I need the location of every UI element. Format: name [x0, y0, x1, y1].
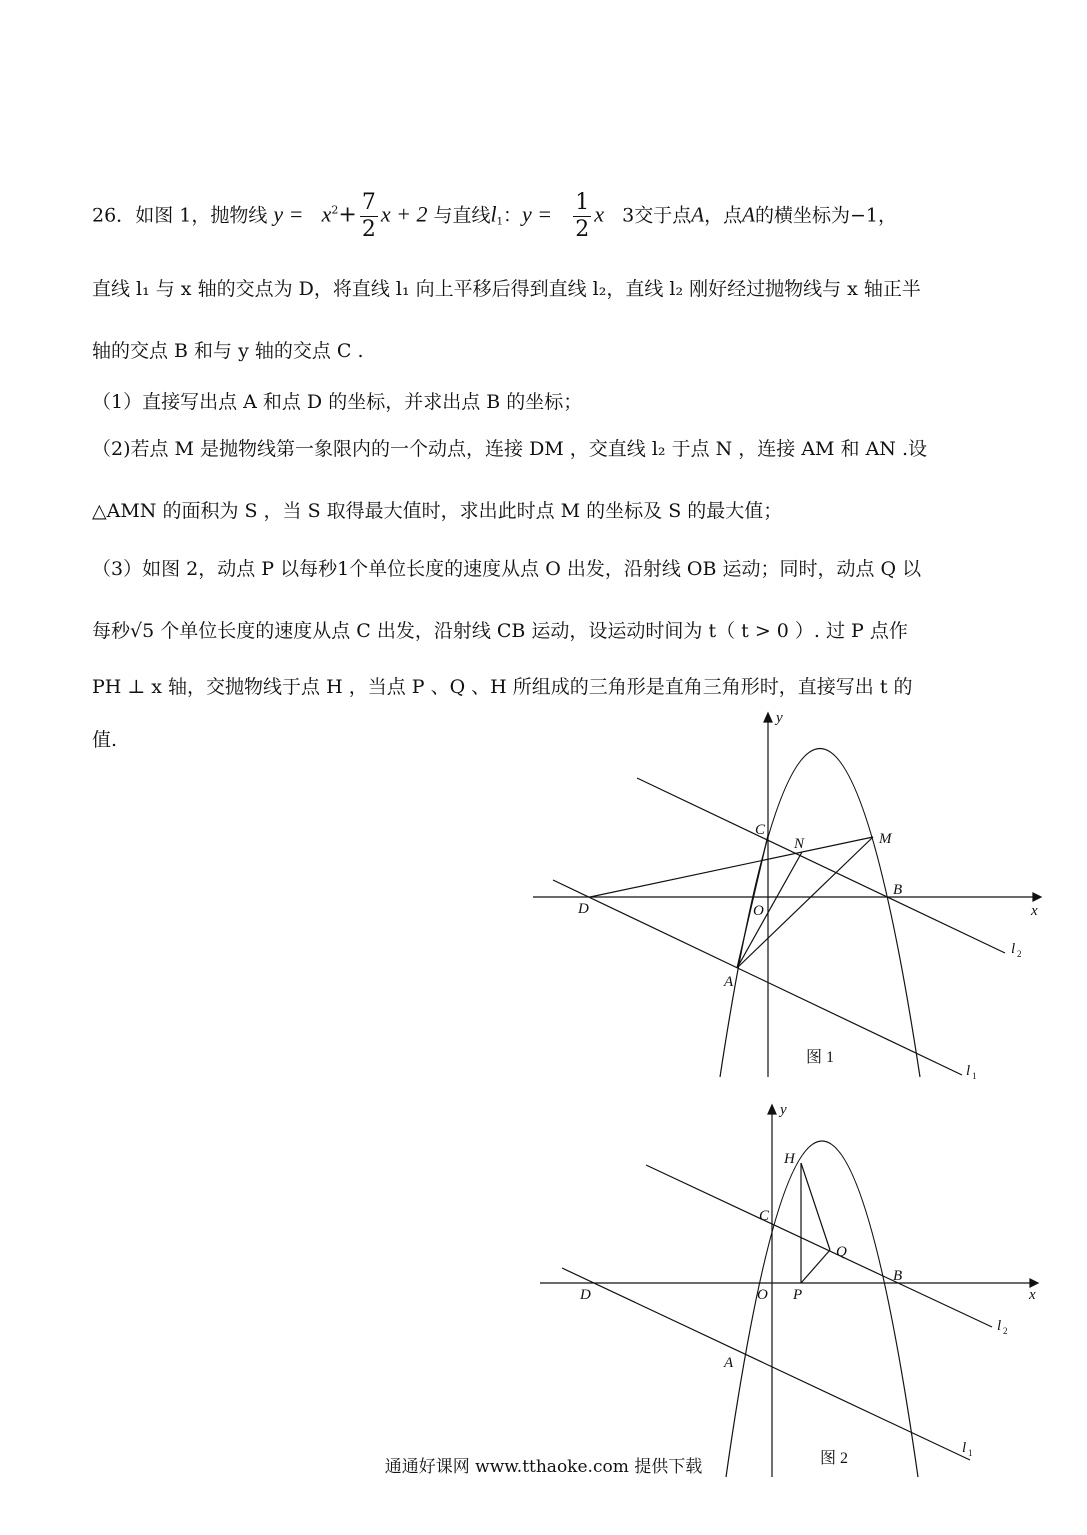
- part-1: （1）直接写出点 A 和点 D 的坐标，并求出点 B 的坐标；: [92, 391, 583, 413]
- part-2b: △AMN 的面积为 S ，当 S 取得最大值时，求出此时点 M 的坐标及 S 的最大值；: [92, 500, 783, 522]
- line-l2: [637, 778, 1005, 953]
- label-B: B: [893, 1268, 903, 1284]
- label-Q: Q: [836, 1244, 847, 1260]
- eq2-lhs: y =: [522, 201, 553, 227]
- part-3a: （3）如图 2，动点 P 以每秒1个单位长度的速度从点 O 出发，沿射线 OB 运动；同时，动点 Q 以: [92, 558, 922, 580]
- y-axis-arrow: [764, 713, 772, 722]
- line-l1: [553, 880, 962, 1075]
- problem-number: 26．: [92, 204, 136, 227]
- frac-den: 2: [361, 217, 376, 242]
- label-l1: l: [962, 1440, 967, 1456]
- eq-sq: 2: [331, 203, 339, 217]
- label-l2-sub: 2: [1003, 1326, 1008, 1336]
- segment-PQ: [801, 1250, 830, 1283]
- label-M: M: [879, 831, 892, 847]
- label-C: C: [755, 822, 766, 838]
- label-x: x: [1029, 1287, 1036, 1303]
- label-O: O: [753, 903, 764, 919]
- line-l2: [646, 1165, 992, 1327]
- label-P: P: [793, 1287, 803, 1303]
- part-2a: （2)若点 M 是抛物线第一象限内的一个动点，连接 DM ，交直线 l₂ 于点 N ，连接 AM 和 AN .设: [92, 438, 927, 460]
- label-y: y: [776, 710, 783, 726]
- segment-HQ: [801, 1163, 830, 1250]
- label-D: D: [578, 901, 589, 917]
- x-axis-arrow: [1030, 1279, 1038, 1287]
- eq2-x: x: [594, 201, 605, 227]
- label-l1-sub: 1: [972, 1071, 977, 1081]
- line-l1: [562, 1268, 970, 1460]
- label-N: N: [794, 836, 805, 852]
- parabola: [726, 1141, 918, 1477]
- text: ，点: [704, 204, 743, 227]
- label-A: A: [724, 974, 734, 990]
- eq-x: x: [321, 201, 332, 227]
- eq-plus: +: [338, 202, 357, 228]
- label-C: C: [759, 1208, 770, 1224]
- segment-AC: [737, 835, 768, 968]
- segment-AM: [737, 837, 873, 968]
- point-A: A: [742, 202, 755, 227]
- label-D: D: [580, 1287, 591, 1303]
- problem-line-1: [92, 190, 897, 243]
- caption-1: 图 1: [806, 1049, 835, 1066]
- label-l2: l: [1011, 941, 1016, 957]
- part-3d: 值.: [92, 729, 118, 751]
- eq-lhs: y =: [273, 201, 304, 227]
- footer-credit: 通通好课网 www.tthaoke.com 提供下载: [384, 1457, 703, 1477]
- problem-line-3: 轴的交点 B 和与 y 轴的交点 C .: [92, 340, 364, 362]
- l1: l: [490, 201, 497, 227]
- frac-num: 1: [575, 190, 590, 215]
- y-axis-arrow: [768, 1105, 776, 1114]
- frac-num: 7: [361, 190, 376, 215]
- segment-AN: [737, 852, 802, 968]
- text: 3交于点: [622, 204, 692, 227]
- fraction-1-2: [573, 190, 591, 243]
- part-3b: 每秒√5 个单位长度的速度从点 C 出发，沿射线 CB 运动，设运动时间为 t（ t > 0 ）. 过 P 点作: [92, 620, 908, 642]
- part-3c: PH ⊥ x 轴，交抛物线于点 H ，当点 P 、Q 、H 所组成的三角形是直角三角形时，直接写出 t 的: [92, 676, 913, 698]
- label-B: B: [893, 882, 903, 898]
- l1-sub: 1: [496, 216, 504, 228]
- parabola: [720, 749, 920, 1078]
- text: 与直线: [433, 204, 491, 227]
- frac-den: 2: [575, 217, 590, 242]
- problem-line-2: 直线 l₁ 与 x 轴的交点为 D，将直线 l₁ 向上平移后得到直线 l₂，直线 l₂ 刚好经过抛物线与 x 轴正半: [92, 278, 921, 300]
- segment-DM: [590, 837, 873, 897]
- label-l1: l: [966, 1063, 971, 1079]
- caption-2: 图 2: [820, 1450, 849, 1467]
- label-y: y: [780, 1102, 787, 1118]
- text: 如图 1，抛物线: [135, 204, 268, 227]
- label-O: O: [757, 1287, 768, 1303]
- label-x: x: [1031, 903, 1038, 919]
- label-A: A: [724, 1355, 734, 1371]
- label-l2-sub: 2: [1017, 949, 1022, 959]
- label-H: H: [784, 1151, 795, 1167]
- point-A: A: [691, 202, 705, 227]
- fraction-7-2: [360, 190, 378, 243]
- label-l2: l: [997, 1318, 1002, 1334]
- text: 的横坐标为−1，: [754, 204, 897, 227]
- eq-tail: x + 2: [380, 201, 428, 227]
- label-l1-sub: 1: [968, 1448, 973, 1458]
- colon: ：: [503, 204, 523, 227]
- x-axis-arrow: [1033, 893, 1041, 901]
